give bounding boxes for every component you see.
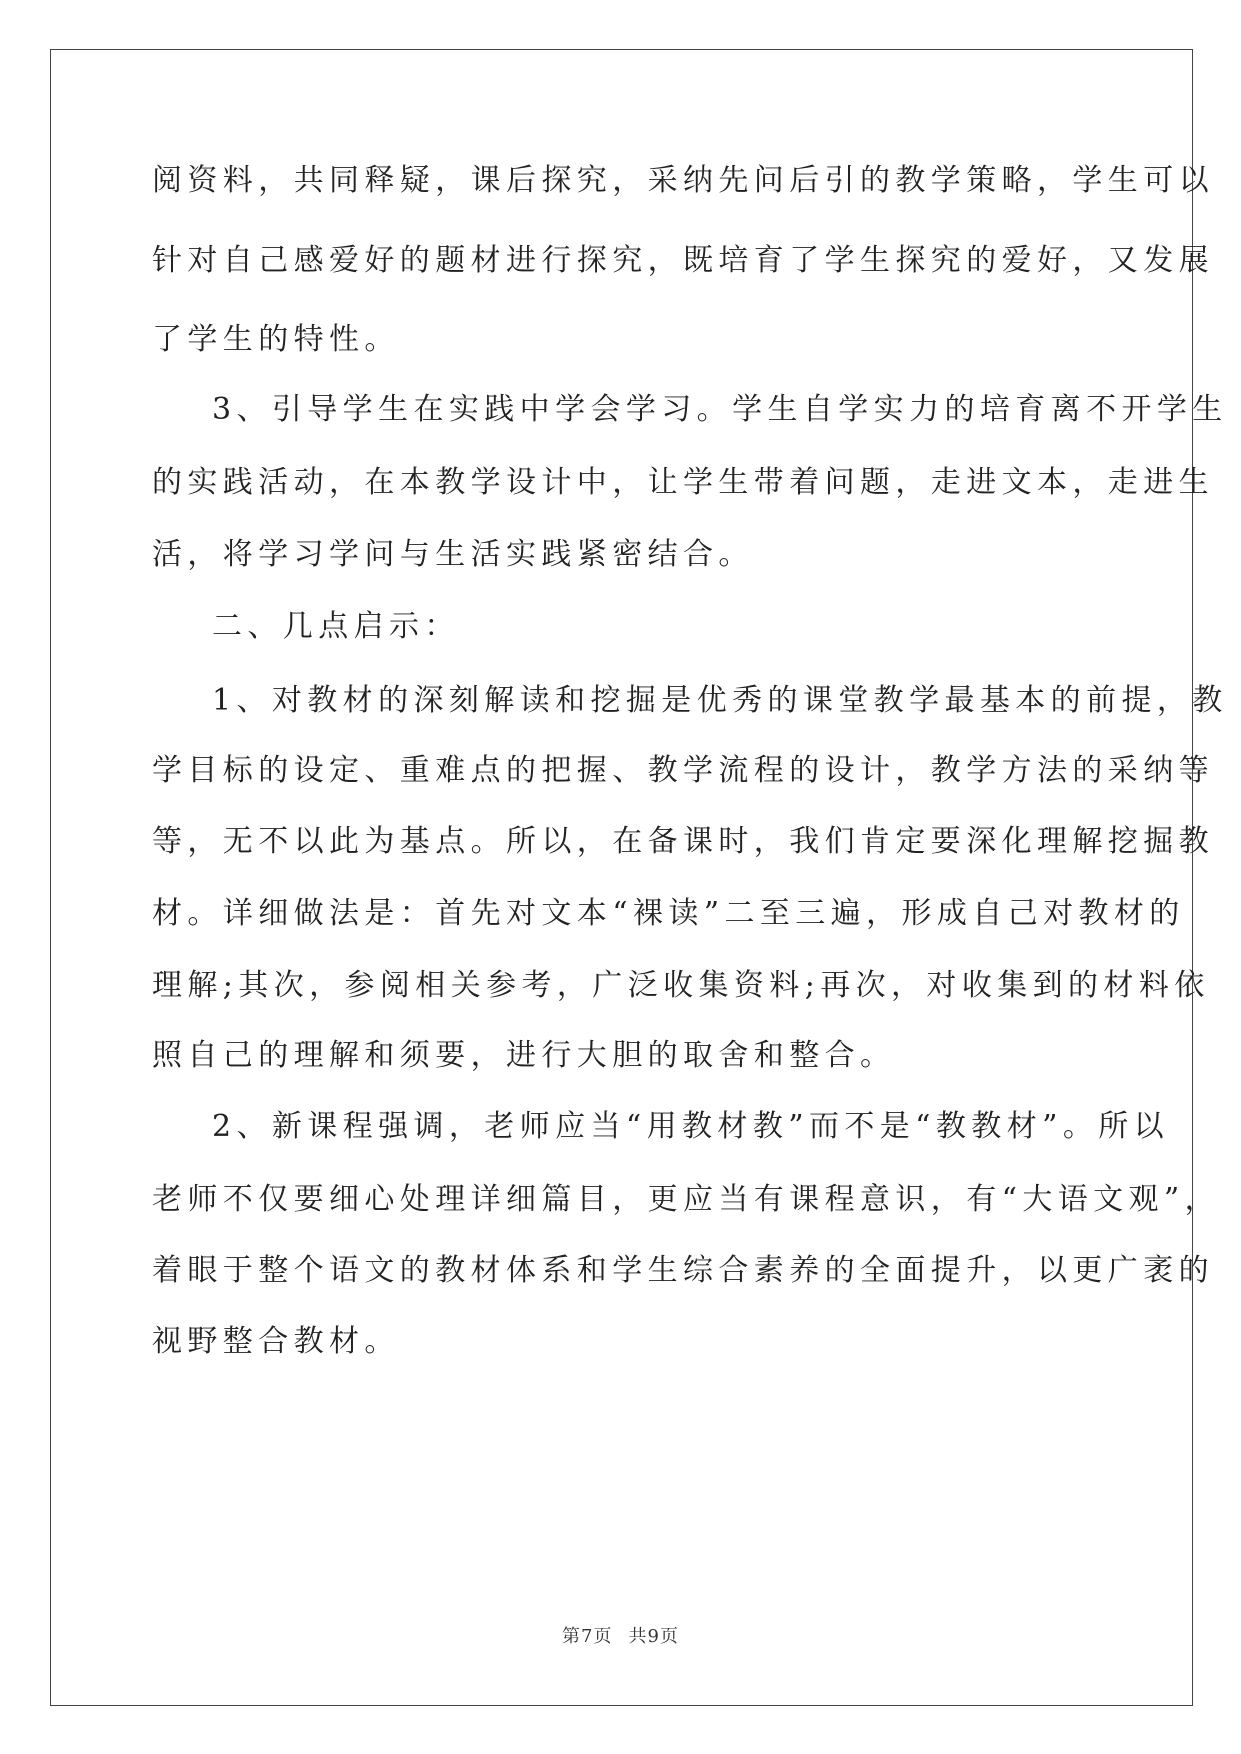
text-line: 照自己的理解和须要，进行大胆的取舍和整合。 bbox=[152, 1038, 896, 1073]
paragraph-2-start: 2、新课程强调，老师应当“用教材教”而不是“教教材”。所以 bbox=[212, 1109, 1170, 1144]
text-line: 视野整合教材。 bbox=[152, 1324, 400, 1359]
text-line: 着眼于整个语文的教材体系和学生综合素养的全面提升，以更广袤的 bbox=[152, 1253, 1214, 1288]
page-border bbox=[50, 49, 1193, 1706]
text-line: 理解;其次，参阅相关参考，广泛收集资料;再次，对收集到的材料依 bbox=[152, 968, 1210, 1003]
text-line: 学目标的设定、重难点的把握、教学流程的设计，教学方法的采纳等 bbox=[152, 753, 1214, 788]
text-line: 了学生的特性。 bbox=[152, 322, 400, 357]
paragraph-1-start: 1、对教材的深刻解读和挖掘是优秀的课堂教学最基本的前提，教 bbox=[212, 683, 1228, 718]
paragraph-3-start: 3、引导学生在实践中学会学习。学生自学实力的培育离不开学生 bbox=[212, 392, 1228, 427]
text-line: 针对自己感爱好的题材进行探究，既培育了学生探究的爱好，又发展 bbox=[152, 243, 1214, 278]
text-line: 等，无不以此为基点。所以，在备课时，我们肯定要深化理解挖掘教 bbox=[152, 824, 1214, 859]
text-line: 阅资料，共同释疑，课后探究，采纳先问后引的教学策略，学生可以 bbox=[152, 163, 1214, 198]
section-heading: 二、几点启示： bbox=[212, 609, 460, 644]
text-line: 活，将学习学问与生活实践紧密结合。 bbox=[152, 537, 754, 572]
text-line: 老师不仅要细心处理详细篇目，更应当有课程意识，有“大语文观”， bbox=[152, 1182, 1221, 1217]
text-line: 的实践活动，在本教学设计中，让学生带着问题，走进文本，走进生 bbox=[152, 465, 1214, 500]
text-line: 材。详细做法是：首先对文本“裸读”二至三遍，形成自己对教材的 bbox=[152, 896, 1185, 931]
total-pages: 共9页 bbox=[628, 1626, 679, 1647]
page-footer bbox=[0, 1622, 1241, 1648]
current-page-number: 第7页 bbox=[562, 1626, 613, 1647]
